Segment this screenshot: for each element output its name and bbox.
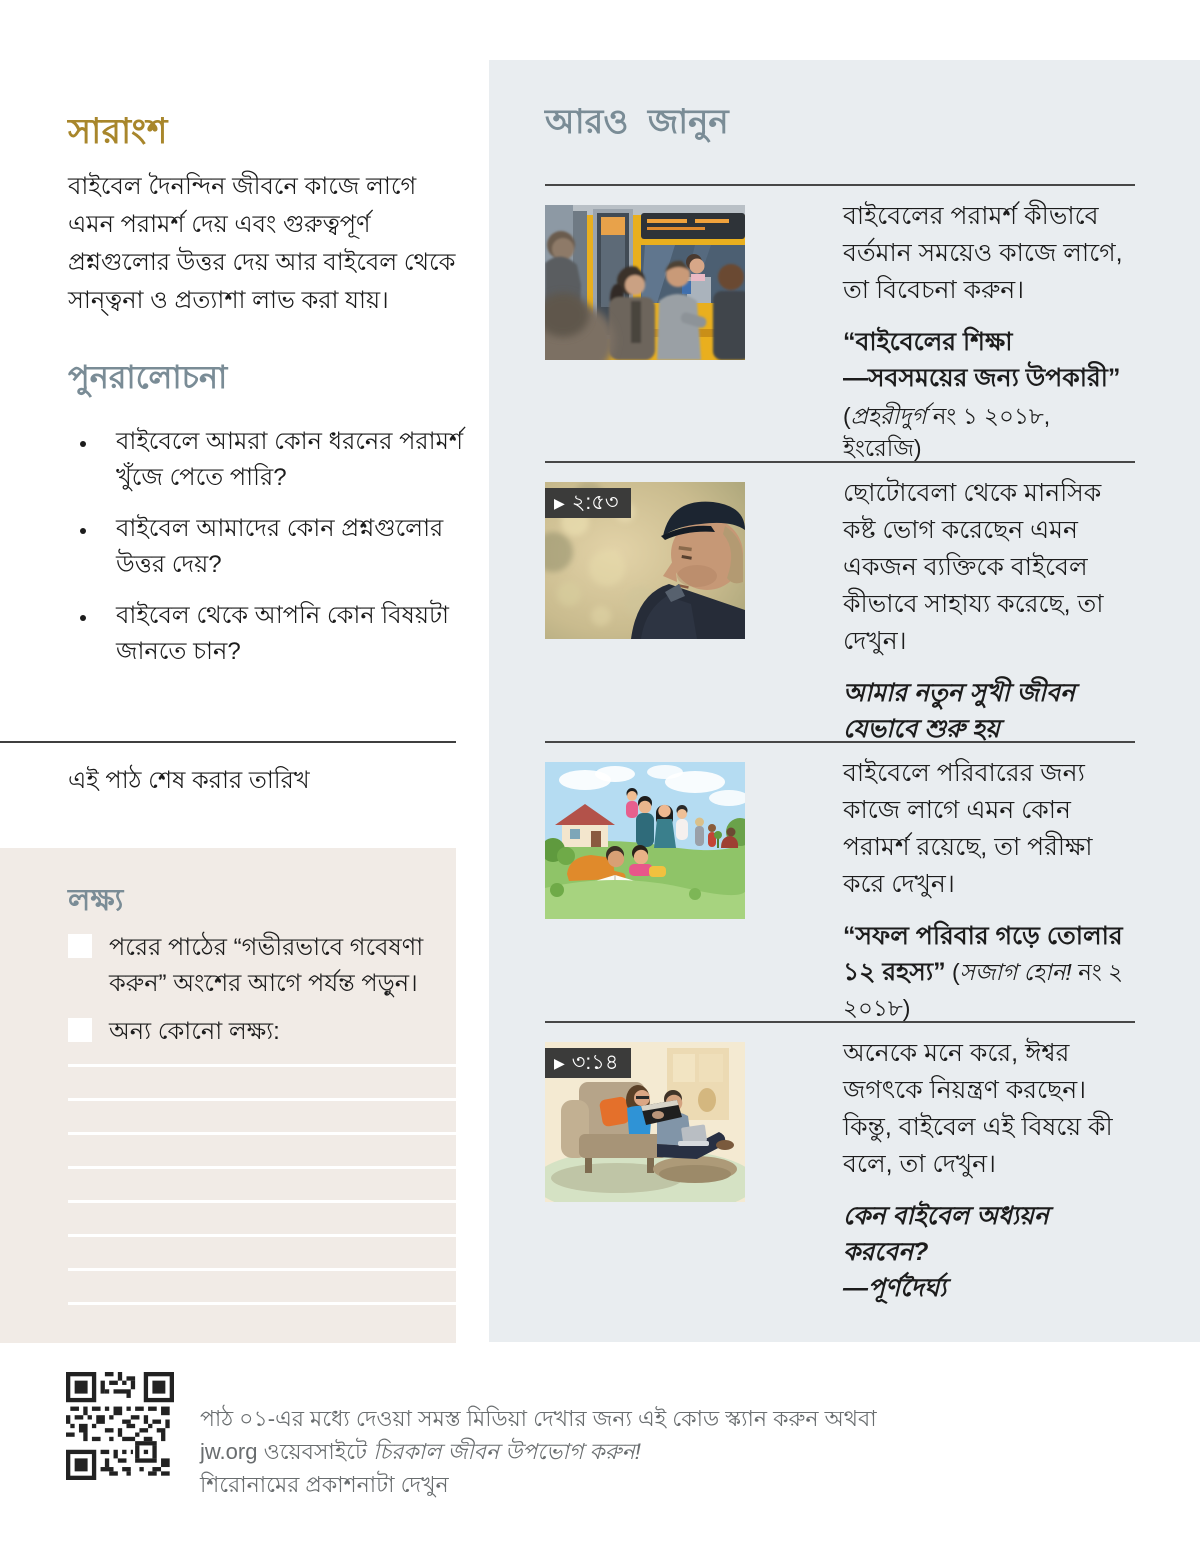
video-duration-badge: ▶ ৩:১৪	[545, 1048, 631, 1078]
writing-line[interactable]	[68, 1268, 456, 1271]
review-heading: পুনরালোচনা	[68, 359, 228, 395]
goal-item-label: পরের পাঠের “গভীরভাবে গবেষণা করুন” অংশের আগে পর্যন্ত পড়ুন।	[109, 934, 424, 997]
media-item-video-new-life	[545, 461, 1135, 747]
qr-caption-line: শিরোনামের প্রকাশনাটা দেখুন	[200, 1472, 449, 1497]
video-duration-badge: ▶ ২:৫৩	[545, 488, 631, 518]
writing-line[interactable]	[68, 1064, 456, 1067]
summary-heading: সারাংশ	[68, 112, 168, 151]
writing-line[interactable]	[68, 1200, 456, 1203]
completion-date-label: এই পাঠ শেষ করার তারিখ	[68, 767, 310, 794]
goal-heading: লক্ষ্য	[68, 884, 124, 917]
media-item-awake-article	[545, 741, 1135, 1026]
writing-line[interactable]	[68, 1132, 456, 1135]
section-divider	[0, 741, 456, 743]
media-item-watchtower-article	[545, 184, 1135, 464]
commuters-photo-link[interactable]	[545, 205, 745, 360]
video-thumbnail-link[interactable]	[545, 482, 745, 639]
item-divider	[545, 184, 1135, 186]
goal-checkbox[interactable]	[68, 1018, 92, 1042]
video-title-link[interactable]: কেন বাইবেল অধ্যয়ন করবেন? —পূর্ণদৈর্ঘ্য	[843, 1202, 1049, 1302]
review-question: • বাইবেলে আমরা কোন ধরনের পরামর্শ খুঁজে পেতে পারি?	[98, 424, 498, 496]
writing-line[interactable]	[68, 1234, 456, 1237]
goal-item-other	[68, 1014, 427, 1050]
item-divider	[545, 741, 1135, 743]
video-thumbnail-link[interactable]	[545, 1042, 745, 1202]
writing-line[interactable]	[68, 1166, 456, 1169]
media-description: বাইবেলের পরামর্শ কীভাবে বর্তমান সময়েও কাজে লাগে, তা বিবেচনা করুন।	[843, 202, 1123, 304]
qr-caption-line: পাঠ ০১-এর মধ্যে দেওয়া সমস্ত মিডিয়া দেখার জন্য এই কোড স্ক্যান করুন অথবা	[200, 1406, 877, 1431]
qr-code	[66, 1372, 174, 1480]
media-item-video-why-study	[545, 1021, 1135, 1306]
publication-title-link[interactable]: “সফল পরিবার গড়ে তোলার ১২ রহস্য” (সজাগ হোন! নং ২ ২০১৮)	[843, 922, 1124, 1021]
play-icon: ▶	[554, 494, 565, 511]
qr-caption-line: jw.org ওয়েবসাইটে চিরকাল জীবন উপভোগ করুন!	[200, 1439, 641, 1464]
review-question: • বাইবেল থেকে আপনি কোন বিষয়টা জানতে চান?	[98, 598, 498, 670]
goal-checkbox[interactable]	[68, 934, 92, 958]
review-question: • বাইবেল আমাদের কোন প্রশ্নগুলোর উত্তর দেয়?	[98, 511, 498, 583]
writing-line[interactable]	[68, 1302, 456, 1305]
family-outdoors-illustration	[545, 762, 745, 919]
commuters-boarding-tram-photo	[545, 205, 745, 360]
learn-more-heading: আরও জানুন	[545, 103, 729, 141]
family-illustration-link[interactable]	[545, 762, 745, 919]
play-icon: ▶	[554, 1054, 565, 1071]
media-description: বাইবেলে পরিবারের জন্য কাজে লাগে এমন কোন পরামর্শ রয়েছে, তা পরীক্ষা করে দেখুন।	[843, 759, 1093, 898]
goal-box	[0, 848, 456, 1343]
qr-caption	[200, 1402, 980, 1501]
publication-title-link[interactable]: “বাইবেলের শিক্ষা —সবসময়ের জন্য উপকারী”	[843, 328, 1121, 392]
writing-line[interactable]	[68, 1098, 456, 1101]
review-question-list	[68, 424, 498, 685]
publication-source: (প্রহরীদুর্গ নং ১ ২০১৮, ইংরেজি)	[843, 403, 1051, 461]
item-divider	[545, 461, 1135, 463]
learn-more-panel	[489, 60, 1200, 1342]
goal-item-read	[68, 930, 427, 1002]
media-description: ছোটোবেলা থেকে মানসিক কষ্ট ভোগ করেছেন এমন একজন ব্যক্তিকে বাইবেল কীভাবে সাহায্য করেছে, তা দেখুন।	[843, 479, 1104, 655]
goal-item-label: অন্য কোনো লক্ষ্য:	[109, 1018, 280, 1045]
media-description: অনেকে মনে করে, ঈশ্বর জগৎকে নিয়ন্ত্রণ করছেন। কিন্তু, বাইবেল এই বিষয়ে কী বলে, তা দেখুন।	[843, 1039, 1113, 1178]
video-title-link[interactable]: আমার নতুন সুখী জীবন যেভাবে শুরু হয়	[843, 679, 1075, 743]
summary-body: বাইবেল দৈনন্দিন জীবনে কাজে লাগে এমন পরামর্শ দেয় এবং গুরুত্বপূর্ণ প্রশ্নগুলোর উত্তর দেয় আর বাইবেল থেকে সান্ত্বনা ও প্রত্যাশা লাভ করা যায়।	[68, 173, 456, 314]
item-divider	[545, 1021, 1135, 1023]
